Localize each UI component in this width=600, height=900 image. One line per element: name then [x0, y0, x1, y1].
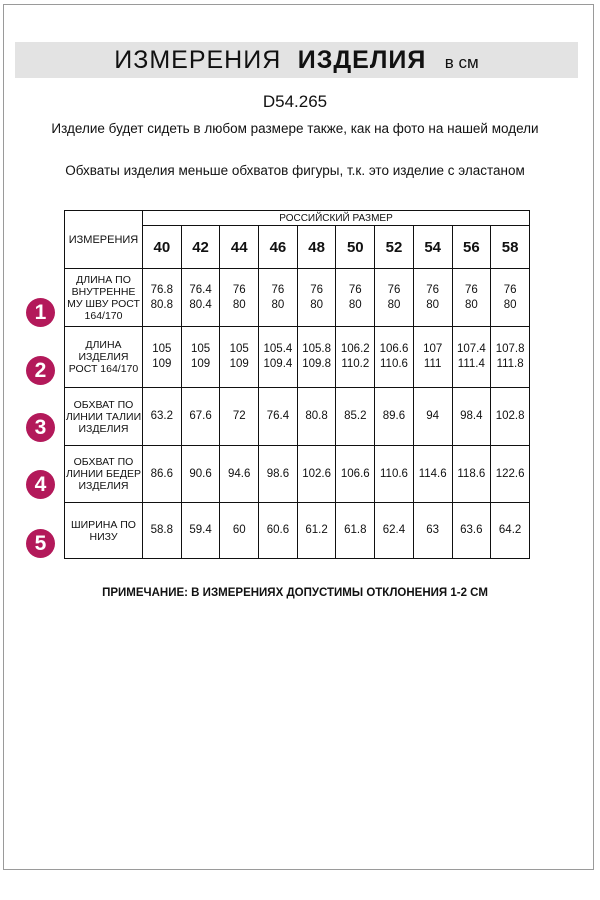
size-header-cell: 52 — [375, 226, 414, 269]
measurement-value: 76 80 — [491, 269, 530, 327]
measurement-label: ОБХВАТ ПО ЛИНИИ БЕДЕР ИЗДЕЛИЯ — [65, 446, 143, 503]
measurement-label: ДЛИНА ПО ВНУТРЕННЕ МУ ШВУ РОСТ 164/170 — [65, 269, 143, 327]
size-header-cell: 44 — [220, 226, 259, 269]
size-header-cell: 48 — [297, 226, 336, 269]
measurement-value: 102.8 — [491, 388, 530, 446]
table-row — [65, 327, 530, 388]
table-row — [65, 269, 530, 327]
size-header-cell: 50 — [336, 226, 375, 269]
measurement-value: 61.2 — [297, 503, 336, 559]
measurement-value: 105 109 — [143, 327, 182, 388]
measurement-value: 58.8 — [143, 503, 182, 559]
measurement-value: 107.8 111.8 — [491, 327, 530, 388]
size-header-cell: 54 — [413, 226, 452, 269]
tolerance-note: ПРИМЕЧАНИЕ: В ИЗМЕРЕНИЯХ ДОПУСТИМЫ ОТКЛОНЕНИЯ 1-2 СМ — [102, 587, 488, 599]
measurement-value: 102.6 — [297, 446, 336, 503]
measurement-value: 110.6 — [375, 446, 414, 503]
measurement-value: 105.4 109.4 — [259, 327, 298, 388]
size-header-cell: 40 — [143, 226, 182, 269]
measurement-value: 76 80 — [336, 269, 375, 327]
measurement-value: 105 109 — [181, 327, 220, 388]
measurement-label: ДЛИНА ИЗДЕЛИЯ РОСТ 164/170 — [65, 327, 143, 388]
measurement-value: 106.6 — [336, 446, 375, 503]
measurement-value: 59.4 — [181, 503, 220, 559]
measurement-value: 76.4 — [259, 388, 298, 446]
row-number-badge: 3 — [26, 413, 55, 442]
measurement-value: 60.6 — [259, 503, 298, 559]
table-row — [65, 388, 530, 446]
measurement-value: 76.4 80.4 — [181, 269, 220, 327]
measurement-value: 107 111 — [413, 327, 452, 388]
measurement-value: 90.6 — [181, 446, 220, 503]
measurement-value: 76 80 — [220, 269, 259, 327]
measurement-value: 105 109 — [220, 327, 259, 388]
measurement-value: 62.4 — [375, 503, 414, 559]
title-bold: ИЗДЕЛИЯ — [297, 46, 427, 74]
measurement-value: 76 80 — [413, 269, 452, 327]
product-code: D54.265 — [262, 92, 328, 111]
size-table — [64, 210, 530, 559]
measurement-value: 76 80 — [297, 269, 336, 327]
measurement-value: 76 80 — [452, 269, 491, 327]
measurement-label: ОБХВАТ ПО ЛИНИИ ТАЛИИ ИЗДЕЛИЯ — [65, 388, 143, 446]
measurement-value: 60 — [220, 503, 259, 559]
size-header-cell: 46 — [259, 226, 298, 269]
measurements-header: ИЗМЕРЕНИЯ — [65, 211, 143, 269]
measurement-value: 105.8 109.8 — [297, 327, 336, 388]
measurement-label: ШИРИНА ПО НИЗУ — [65, 503, 143, 559]
title-regular: ИЗМЕРЕНИЯ — [114, 46, 282, 74]
title-banner — [15, 42, 578, 78]
measurement-value: 89.6 — [375, 388, 414, 446]
measurement-value: 122.6 — [491, 446, 530, 503]
measurement-value: 98.4 — [452, 388, 491, 446]
measurement-value: 106.2 110.2 — [336, 327, 375, 388]
description-elastane: Обхваты изделия меньше обхватов фигуры, т.к. это изделие с эластаном — [65, 163, 525, 178]
measurement-value: 107.4 111.4 — [452, 327, 491, 388]
size-header-cell: 58 — [491, 226, 530, 269]
measurement-value: 76 80 — [259, 269, 298, 327]
measurement-value: 61.8 — [336, 503, 375, 559]
measurement-value: 63 — [413, 503, 452, 559]
measurement-value: 86.6 — [143, 446, 182, 503]
size-header-cell: 42 — [181, 226, 220, 269]
size-system-header: РОССИЙСКИЙ РАЗМЕР — [143, 211, 530, 226]
measurement-value: 63.6 — [452, 503, 491, 559]
measurement-value: 118.6 — [452, 446, 491, 503]
measurement-value: 94.6 — [220, 446, 259, 503]
measurement-value: 76 80 — [375, 269, 414, 327]
measurement-value: 63.2 — [143, 388, 182, 446]
measurement-value: 114.6 — [413, 446, 452, 503]
measurement-value: 72 — [220, 388, 259, 446]
measurement-value: 85.2 — [336, 388, 375, 446]
measurement-value: 98.6 — [259, 446, 298, 503]
measurement-value: 67.6 — [181, 388, 220, 446]
table-row — [65, 503, 530, 559]
measurement-value: 64.2 — [491, 503, 530, 559]
measurement-value: 94 — [413, 388, 452, 446]
measurement-value: 80.8 — [297, 388, 336, 446]
row-number-badge: 5 — [26, 529, 55, 558]
measurement-value: 106.6 110.6 — [375, 327, 414, 388]
table-row — [65, 446, 530, 503]
title-unit: в см — [444, 53, 479, 72]
row-number-badge: 4 — [26, 470, 55, 499]
row-number-badge: 2 — [26, 356, 55, 385]
row-number-badge: 1 — [26, 298, 55, 327]
size-header-cell: 56 — [452, 226, 491, 269]
measurement-value: 76.8 80.8 — [143, 269, 182, 327]
description-fit: Изделие будет сидеть в любом размере также, как на фото на нашей модели — [51, 121, 539, 136]
